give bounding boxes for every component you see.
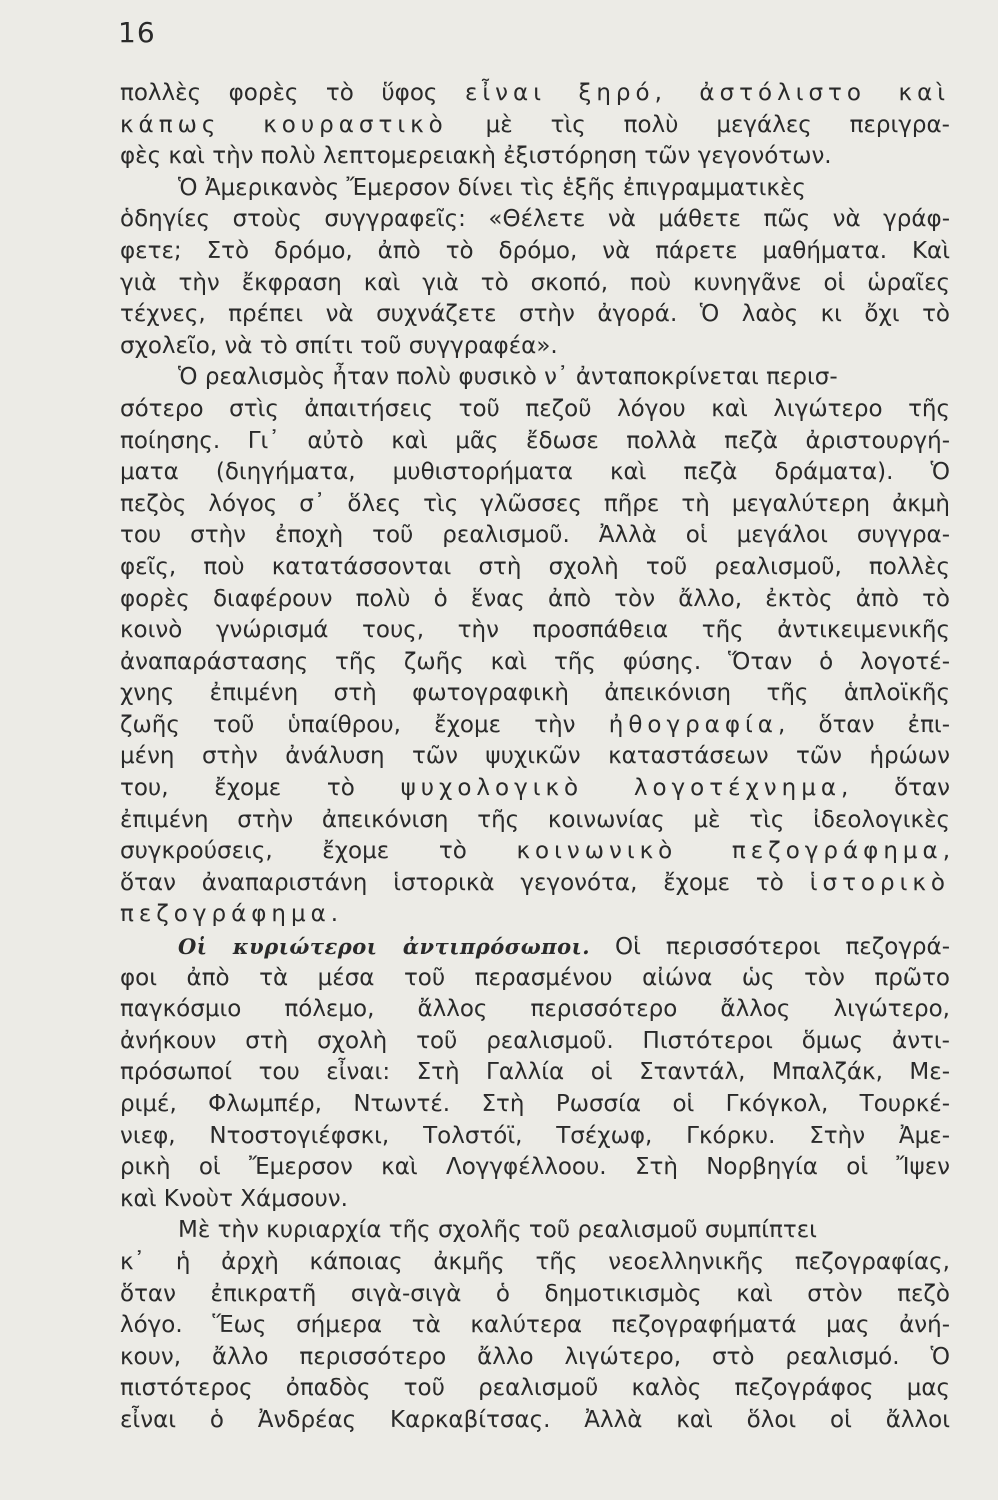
text-line: [120, 141, 950, 173]
text-run: Ὁ ρεαλισμὸς ἦταν πολὺ φυσικὸ ν᾿ ἀνταποκρίνεται περισ-: [178, 364, 838, 391]
text-line: [120, 520, 950, 552]
spaced-term: ἠθογραφία: [608, 711, 778, 738]
text-run: φὲς καὶ τὴν πολὺ λεπτομερειακὴ ἐξιστόρηση τῶν γεγονότων.: [120, 143, 832, 170]
text-line: [120, 899, 950, 931]
text-run: ρικὴ οἱ Ἔμερσον καὶ Λογγφέλλοου. Στὴ Νορβηγία οἱ Ἴψεν: [120, 1154, 950, 1181]
text-run: τέχνες, πρέπει νὰ συχνάζετε στὴν ἀγορά. Ὁ λαὸς κι ὄχι τὸ: [120, 301, 950, 328]
text-line: [120, 1026, 950, 1058]
text-line: [120, 110, 950, 142]
text-run: φεῖς, ποὺ κατατάσσονται στὴ σχολὴ τοῦ ρεαλισμοῦ, πολλὲς: [120, 553, 950, 580]
text-line: [120, 236, 950, 268]
text-line: [120, 1279, 950, 1311]
text-run: , ὅταν ἐπι-: [777, 711, 950, 738]
text-run: του, ἔχομε τὸ: [120, 775, 401, 802]
text-line: [120, 204, 950, 236]
text-run: πολλὲς φορὲς τὸ ὕφος: [120, 80, 465, 106]
spaced-term: ἱστορικὸ: [809, 869, 950, 896]
text-line: [120, 268, 950, 300]
text-line: [120, 1310, 950, 1342]
text-line: [120, 1089, 950, 1121]
text-run: χνης ἐπιμένη στὴ φωτογραφικὴ ἀπεικόνιση τῆς ἁπλοϊκῆς: [120, 680, 950, 707]
text-run: , ὅταν: [841, 775, 950, 802]
text-line: [120, 1121, 950, 1153]
text-line: [120, 678, 950, 710]
text-run: καὶ Κνοὺτ Χάμσουν.: [120, 1185, 348, 1212]
text-line: [120, 1215, 950, 1247]
text-run: πιστότερος ὀπαδὸς τοῦ ρεαλισμοῦ καλὸς πεζογράφος μας: [120, 1375, 950, 1402]
text-run: ποίησης. Γι᾿ αὐτὸ καὶ μᾶς ἔδωσε πολλὰ πεζὰ ἀριστουργή-: [120, 427, 950, 454]
text-line: [120, 1152, 950, 1184]
text-run: .: [330, 901, 339, 928]
text-line: [120, 710, 950, 742]
spaced-term: πεζογράφημα: [120, 901, 331, 928]
text-run: Ὁ Ἀμερικανὸς Ἔμερσον δίνει τὶς ἑξῆς ἐπιγραμματικὲς: [178, 174, 806, 201]
spaced-term: κοινωνικὸ πεζογράφημα: [516, 838, 943, 865]
text-run: συγκρούσεις, ἔχομε τὸ: [120, 838, 517, 865]
text-run: Οἱ περισσότεροι πεζογρά-: [590, 934, 950, 961]
text-line: [120, 426, 950, 458]
text-line: [120, 1405, 950, 1437]
text-line: [120, 1373, 950, 1405]
text-line: [120, 78, 950, 110]
text-line: [120, 552, 950, 584]
text-line: [120, 394, 950, 426]
text-run: κ᾿ ἡ ἀρχὴ κάποιας ἀκμῆς τῆς νεοελληνικῆς πεζογραφίας,: [120, 1248, 950, 1275]
text-run: ριμέ, Φλωμπέρ, Ντωντέ. Στὴ Ρωσσία οἱ Γκόγκολ, Τουρκέ-: [120, 1091, 950, 1117]
text-run: ἀνήκουν στὴ σχολὴ τοῦ ρεαλισμοῦ. Πιστότεροι ὅμως ἀντι-: [120, 1027, 950, 1054]
text-run: φετε; Στὸ δρόμο, ἀπὸ τὸ δρόμο, νὰ πάρετε μαθήματα. Καὶ: [120, 237, 950, 264]
text-line: [120, 931, 950, 963]
text-line: [120, 1184, 950, 1216]
text-run: σχολεῖο, νὰ τὸ σπίτι τοῦ συγγραφέα».: [120, 332, 558, 359]
text-run: ματα (διηγήματα, μυθιστορήματα καὶ πεζὰ δράματα). Ὁ: [120, 459, 950, 486]
text-run: του στὴν ἐποχὴ τοῦ ρεαλισμοῦ. Ἀλλὰ οἱ μεγάλοι συγγρα-: [120, 522, 950, 549]
section-heading: Οἱ κυριώτεροι ἀντιπρόσωποι.: [178, 934, 591, 960]
body-text: [120, 78, 950, 1437]
text-line: [120, 963, 950, 995]
text-line: [120, 1247, 950, 1279]
text-run: νιεφ, Ντοστογιέφσκι, Τολστόϊ, Τσέχωφ, Γκόρκυ. Στὴν Ἀμε-: [120, 1122, 950, 1149]
text-line: [120, 836, 950, 868]
text-run: ὁδηγίες στοὺς συγγραφεῖς: «Θέλετε νὰ μάθετε πῶς νὰ γράφ-: [120, 206, 950, 233]
text-run: ,: [942, 838, 950, 865]
text-line: [120, 1057, 950, 1089]
text-line: [120, 615, 950, 647]
text-line: [120, 299, 950, 331]
text-run: ἐπιμένη στὴν ἀπεικόνιση τῆς κοινωνίας μὲ τὶς ἰδεολογικὲς: [120, 806, 950, 833]
text-line: [120, 173, 950, 205]
text-line: [120, 584, 950, 616]
text-run: λόγο. Ἕως σήμερα τὰ καλύτερα πεζογραφήματά μας ἀνή-: [120, 1312, 950, 1339]
text-line: [120, 647, 950, 679]
text-line: [120, 773, 950, 805]
text-line: [120, 331, 950, 363]
page-number: 16: [118, 16, 156, 49]
text-run: φορὲς διαφέρουν πολὺ ὁ ἕνας ἀπὸ τὸν ἄλλο, ἐκτὸς ἀπὸ τὸ: [120, 585, 950, 612]
text-line: [120, 805, 950, 837]
text-run: εἶναι ὁ Ἀνδρέας Καρκαβίτσας. Ἀλλὰ καὶ ὅλοι οἱ ἄλλοι: [120, 1406, 950, 1433]
text-line: [120, 994, 950, 1026]
spaced-term: ψυχολογικὸ λογοτέχνημα: [400, 775, 842, 802]
text-line: [120, 741, 950, 773]
text-line: [120, 362, 950, 394]
text-run: κοινὸ γνώρισμά τους, τὴν προσπάθεια τῆς ἀντικειμενικῆς: [120, 617, 950, 644]
text-line: [120, 489, 950, 521]
text-run: παγκόσμιο πόλεμο, ἄλλος περισσότερο ἄλλος λιγώτερο,: [120, 996, 950, 1023]
text-line: [120, 868, 950, 900]
text-line: [120, 457, 950, 489]
text-line: [120, 1342, 950, 1374]
text-run: κουν, ἄλλο περισσότερο ἄλλο λιγώτερο, στὸ ρεαλισμό. Ὁ: [120, 1343, 950, 1370]
text-run: ἀναπαράστασης τῆς ζωῆς καὶ τῆς φύσης. Ὅταν ὁ λογοτέ-: [120, 648, 950, 675]
text-run: μένη στὴν ἀνάλυση τῶν ψυχικῶν καταστάσεων τῶν ἡρώων: [120, 743, 950, 770]
text-run: φοι ἀπὸ τὰ μέσα τοῦ περασμένου αἰώνα ὡς τὸν πρῶτο: [120, 964, 950, 991]
text-run: μὲ τὶς πολὺ μεγάλες περιγρα-: [447, 111, 950, 138]
text-run: σότερο στὶς ἀπαιτήσεις τοῦ πεζοῦ λόγου καὶ λιγώτερο τῆς: [120, 395, 950, 422]
text-run: πρόσωποί του εἶναι: Στὴ Γαλλία οἱ Σταντάλ, Μπαλζάκ, Με-: [120, 1059, 950, 1086]
spaced-term: εἶναι ξηρό, ἀστόλιστο καὶ: [464, 80, 951, 106]
text-run: πεζὸς λόγος σ᾿ ὅλες τὶς γλῶσσες πῆρε τὴ μεγαλύτερη ἀκμὴ: [120, 490, 950, 517]
text-run: ζωῆς τοῦ ὑπαίθρου, ἔχομε τὴν: [120, 711, 609, 738]
text-run: γιὰ τὴν ἔκφραση καὶ γιὰ τὸ σκοπό, ποὺ κυνηγᾶνε οἱ ὡραῖες: [120, 269, 950, 296]
spaced-term: κάπως κουραστικὸ: [120, 111, 448, 138]
text-run: Μὲ τὴν κυριαρχία τῆς σχολῆς τοῦ ρεαλισμοῦ συμπίπτει: [178, 1217, 817, 1244]
text-run: ὅταν ἀναπαριστάνη ἱστορικὰ γεγονότα, ἔχομε τὸ: [120, 869, 810, 896]
text-run: ὅταν ἐπικρατῆ σιγὰ-σιγὰ ὁ δημοτικισμὸς καὶ στὸν πεζὸ: [120, 1280, 950, 1307]
